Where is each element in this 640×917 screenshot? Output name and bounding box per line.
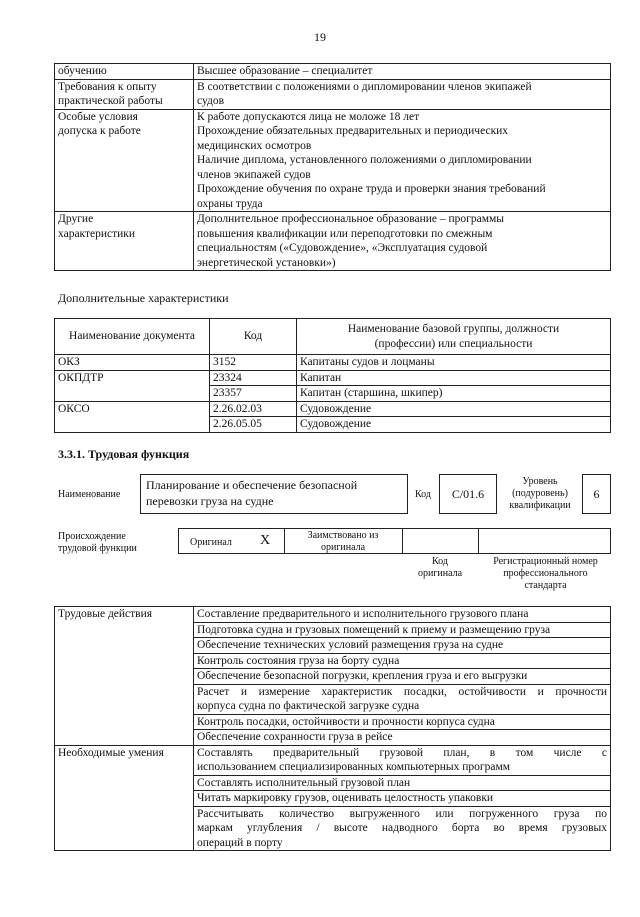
list-item	[194, 730, 611, 746]
table-row	[55, 607, 611, 623]
list-item	[194, 714, 611, 730]
requirement-value-line: повышения квалификации или переподготовки по смежным	[197, 227, 493, 240]
requirement-value-line: К работе допускаются лица не моложе 18 лет	[197, 110, 420, 123]
name-label: Наименование	[58, 489, 121, 500]
table-row	[55, 370, 611, 386]
registration-label-line: Регистрационный номер	[493, 556, 598, 567]
origin-label	[58, 531, 137, 555]
registration-number-label	[480, 556, 611, 592]
table-row	[55, 355, 611, 371]
requirement-label	[55, 79, 194, 109]
original-label: Оригинал	[190, 537, 232, 548]
original-code-label	[404, 556, 476, 580]
origin-label-line: Происхождение	[58, 531, 126, 542]
divider	[284, 528, 285, 554]
requirement-value	[194, 212, 611, 271]
borrowed-label	[286, 530, 400, 554]
code-cell: 23357	[210, 386, 297, 402]
level-label	[500, 476, 580, 512]
list-item	[194, 653, 611, 669]
requirement-label	[55, 64, 194, 80]
list-item-line: корпуса судна по фактической загрузке судна	[197, 700, 420, 712]
level-label-line: (подуровень)	[512, 488, 568, 499]
list-item-line: Составлять исполнительный грузовой план	[197, 776, 411, 789]
original-mark: X	[260, 533, 271, 548]
list-item	[194, 791, 611, 807]
table-row	[55, 79, 611, 109]
document-cell: ОКЗ	[55, 355, 210, 371]
section-title: 3.3.1. Трудовая функция	[58, 447, 190, 461]
list-item-line: Контроль состояния груза на борту судна	[197, 654, 400, 667]
level-label-line: квалификации	[509, 500, 571, 511]
group-label: Необходимые умения	[55, 745, 194, 851]
table-row	[55, 212, 611, 271]
group-name-cell: Капитан (старшина, шкипер)	[297, 386, 611, 402]
requirement-value-line: Высшее образование – специалитет	[197, 65, 373, 77]
code-cell: 2.26.05.05	[210, 417, 297, 433]
requirement-value	[194, 79, 611, 109]
table-row	[55, 401, 611, 417]
requirements-table	[54, 63, 611, 271]
function-code: С/01.6	[439, 474, 497, 514]
requirement-value-line: охраны труда	[197, 197, 263, 210]
requirement-label-line: характеристики	[58, 227, 136, 240]
list-item	[194, 745, 611, 775]
requirement-label-line: обучению	[58, 65, 107, 77]
original-code-label-line: оригинала	[417, 568, 463, 579]
requirement-value-line: специальностям («Судовождение», «Эксплуатация судовой	[197, 242, 488, 254]
header-group-name-line: (профессии) или специальности	[374, 337, 533, 350]
requirement-label-line: Особые условия	[58, 110, 138, 123]
list-item	[194, 775, 611, 791]
table-row	[55, 109, 611, 212]
group-name-cell: Судовождение	[297, 401, 611, 417]
function-name-line: Планирование и обеспечение безопасной	[146, 478, 358, 492]
requirement-value-line: Прохождение обучения по охране труда и проверки знания требований	[197, 183, 546, 195]
table-row	[55, 745, 611, 775]
registration-label-line: стандарта	[524, 580, 567, 591]
requirement-label-line: Требования к опыту	[58, 80, 157, 93]
requirement-label	[55, 212, 194, 271]
list-item	[194, 684, 611, 714]
list-item-line: Составление предварительного и исполнительного грузового плана	[197, 608, 529, 620]
labor-actions-table	[54, 606, 611, 851]
requirement-value-line: Дополнительное профессиональное образование – программы	[197, 213, 504, 225]
list-item-line: Обеспечение безопасной погрузки, крепления груза и его выгрузки	[197, 670, 528, 682]
requirement-value-line: В соответствии с положениями о дипломировании членов экипажей	[197, 80, 532, 93]
requirement-label-line: практической работы	[58, 95, 163, 107]
borrowed-label-line: Заимствовано из	[307, 530, 379, 541]
list-item-line: Читать маркировку грузов, оценивать целостность упаковки	[197, 792, 494, 804]
list-item-line: использованием специализированных компьютерных программ	[197, 761, 510, 773]
list-item-line: маркам углубления / высоте надводного борта во время грузовых	[197, 822, 607, 834]
list-item-line: Подготовка судна и грузовых помещений к приему и размещению груза	[197, 623, 551, 636]
list-item	[194, 669, 611, 685]
origin-label-line: трудовой функции	[58, 543, 137, 554]
original-code-label-line: Код	[432, 556, 448, 567]
requirement-label-line: допуска к работе	[58, 125, 141, 137]
code-cell: 3152	[210, 355, 297, 371]
requirement-value	[194, 64, 611, 80]
document-cell: ОКПДТР	[55, 370, 210, 401]
document-cell: ОКСО	[55, 401, 210, 432]
requirement-value-line: медицинских осмотров	[197, 139, 312, 152]
table-row	[55, 64, 611, 80]
requirement-value-line: судов	[197, 95, 225, 107]
list-item	[194, 638, 611, 654]
code-label: Код	[415, 489, 431, 500]
borrowed-label-line: оригинала	[320, 542, 366, 553]
qualification-level: 6	[582, 474, 611, 514]
divider	[402, 528, 403, 554]
function-name-line: перевозки груза на судне	[146, 494, 274, 508]
registration-label-line: профессионального	[503, 568, 588, 579]
group-label: Трудовые действия	[55, 607, 194, 746]
function-name-box	[140, 474, 408, 514]
header-document: Наименование документа	[55, 319, 210, 355]
list-item-line: Контроль посадки, остойчивости и прочности корпуса судна	[197, 715, 495, 728]
divider	[478, 528, 479, 554]
list-item-line: операций в порту	[197, 836, 283, 849]
list-item-line: Обеспечение технических условий размещения груза на судне	[197, 639, 504, 651]
list-item-line: Составлять предварительный грузовой план, в том числе с	[197, 746, 607, 759]
list-item-line: Расчет и измерение характеристик посадки, остойчивости и прочности	[197, 685, 607, 698]
additional-characteristics-title: Дополнительные характеристики	[58, 291, 229, 305]
requirement-label-line: Другие	[58, 213, 94, 225]
code-cell: 2.26.02.03	[210, 401, 297, 417]
header-code: Код	[210, 319, 297, 355]
requirement-value	[194, 109, 611, 212]
list-item	[194, 607, 611, 623]
group-name-cell: Капитан	[297, 370, 611, 386]
requirement-value-line: Наличие диплома, установленного положениями о дипломировании	[197, 154, 532, 166]
requirement-value-line: энергетической установки»)	[197, 256, 336, 269]
requirement-value-line: членов экипажей судов	[197, 168, 311, 181]
code-cell: 23324	[210, 370, 297, 386]
group-name-cell: Капитаны судов и лоцманы	[297, 355, 611, 371]
header-group-name-line: Наименование базовой группы, должности	[347, 323, 560, 335]
list-item-line: Рассчитывать количество выгруженного или погруженного груза по	[197, 807, 607, 820]
level-label-line: Уровень	[522, 476, 558, 487]
requirement-value-line: Прохождение обязательных предварительных и периодических	[197, 125, 509, 137]
group-name-cell: Судовождение	[297, 417, 611, 433]
page-number: 19	[314, 30, 326, 44]
list-item-line: Обеспечение сохранности груза в рейсе	[197, 731, 393, 743]
list-item	[194, 806, 611, 851]
classifier-table	[54, 318, 611, 433]
requirement-label	[55, 109, 194, 212]
header-group-name	[297, 319, 611, 355]
list-item	[194, 622, 611, 638]
